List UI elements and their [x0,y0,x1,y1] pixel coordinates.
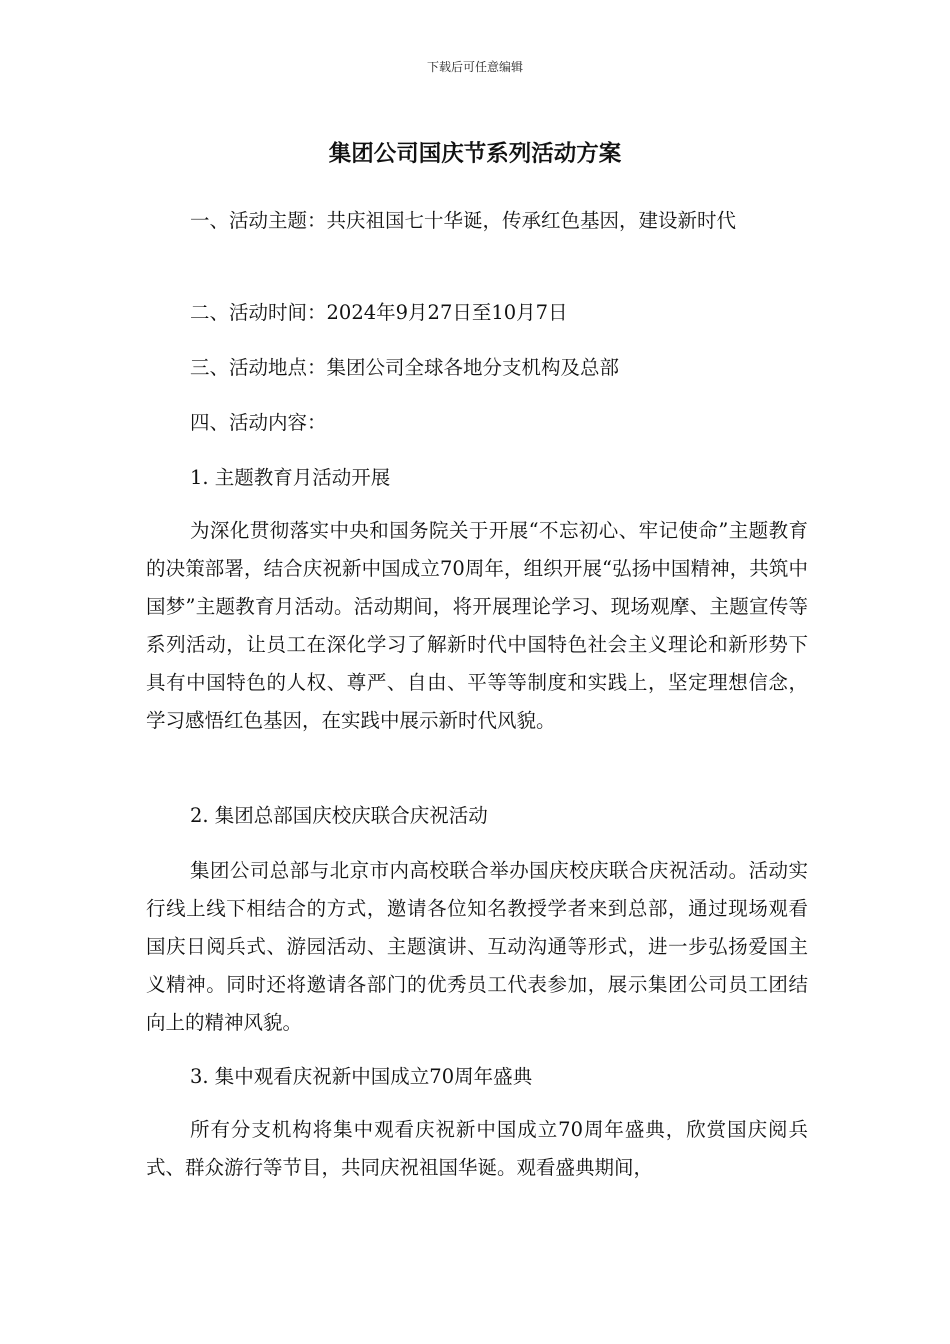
paragraph-joint-celebration: 集团公司总部与北京市内高校联合举办国庆校庆联合庆祝活动。活动实行线上线下相结合的方式，邀请各位知名教授学者来到总部，通过现场观看国庆日阅兵式、游园活动、主题演讲、互动沟通等形式，进一步弘扬爱国主义精神。同时还将邀请各部门的优秀员工代表参加，展示集团公司员工团结向上的精神风貌。 [146,859,808,1034]
paragraph-education-month: 为深化贯彻落实中央和国务院关于开展“不忘初心、牢记使命”主题教育的决策部署，结合庆祝新中国成立70周年，组织开展“弘扬中国精神，共筑中国梦”主题教育月活动。活动期间，将开展理论学习、现场观摩、主题宣传等系列活动，让员工在深化学习了解新时代中国特色社会主义理论和新形势下具有中国特色的人权、尊严、自由、平等等制度和实践上，坚定理想信念，学习感悟红色基因，在实践中展示新时代风貌。 [146,519,808,732]
document-title: 集团公司国庆节系列活动方案 [328,141,622,167]
section-content-heading: 四、活动内容： [190,411,327,434]
subheading-joint-celebration: 2. 集团总部国庆校庆联合庆祝活动 [190,804,488,827]
section-time: 二、活动时间：2024年9月27日至10月7日 [190,301,568,324]
section-location: 三、活动地点：集团公司全球各地分支机构及总部 [190,356,620,379]
paragraph-ceremony-viewing: 所有分支机构将集中观看庆祝新中国成立70周年盛典，欣赏国庆阅兵式、群众游行等节目，共同庆祝祖国华诞。观看盛典期间， [146,1118,808,1179]
section-theme: 一、活动主题：共庆祖国七十华诞，传承红色基因，建设新时代 [190,209,737,232]
subheading-education-month: 1. 主题教育月活动开展 [190,466,391,489]
subheading-ceremony-viewing: 3. 集中观看庆祝新中国成立70周年盛典 [190,1065,533,1088]
header-note: 下载后可任意编辑 [426,60,523,74]
